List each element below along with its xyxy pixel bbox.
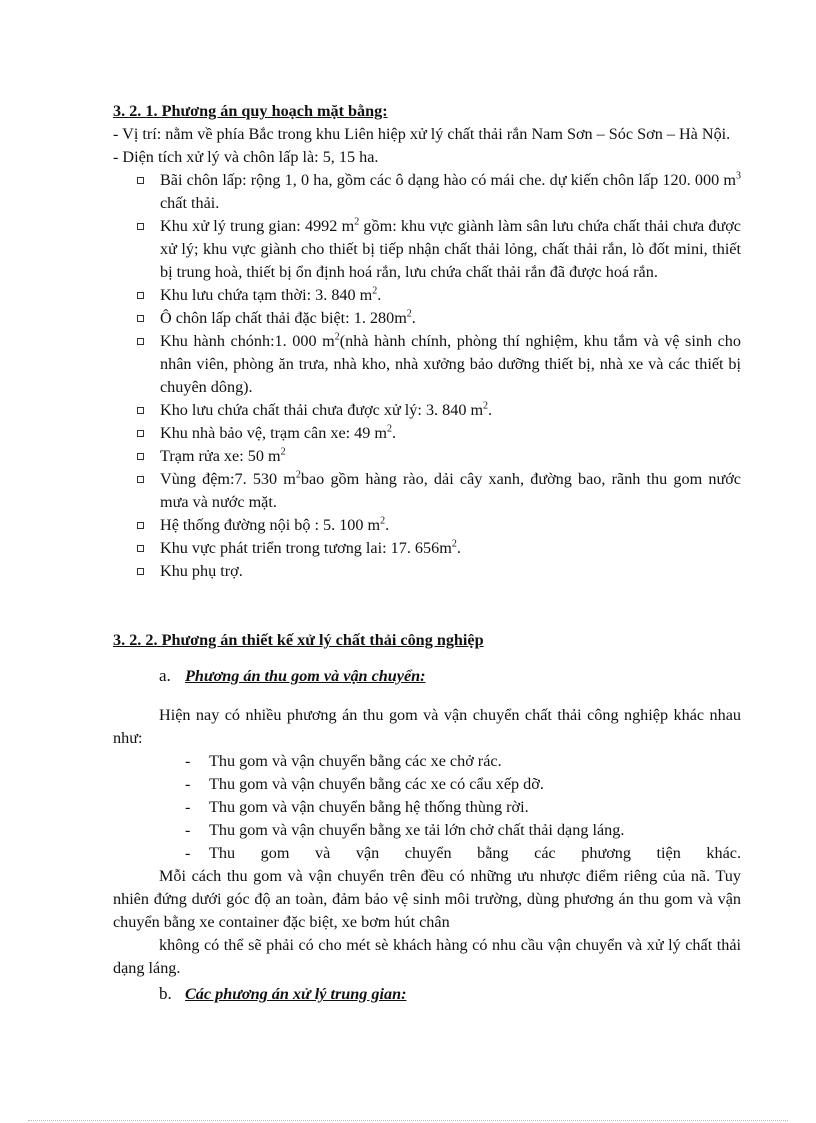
facility-text-tail: gồm: khu vực giành làm sân lưu chứa chất thải chưa được xử lý; khu vực giành cho thiết bị tiếp nhận chất thải lỏng, chất thải rắn, lò đốt mini, thiết bị trung hoà, thiết bị ổn định hoá rắn, lưu chứa chất thải rắn đã được hoá rắn.: [160, 217, 741, 281]
unit-exponent: 2: [280, 446, 286, 458]
intro-paragraph: Hiện nay có nhiều phương án thu gom và vận chuyển chất thải công nghiệp khác nhau như:: [113, 706, 741, 748]
unit-exponent: 2: [334, 331, 340, 343]
paragraph-continuation: không có thể sẽ phải có cho mét sè khách hàng có nhu cầu vận chuyển và xử lý chất thải dạng láng.: [113, 936, 741, 978]
facility-text-tail: .: [385, 516, 390, 534]
methods-list: [113, 750, 741, 865]
facility-text-tail: chất thải.: [160, 194, 220, 212]
facility-text-tail: .: [392, 424, 397, 442]
method-text: Thu gom và vận chuyển bằng các xe chở rác.: [209, 752, 502, 771]
facility-item: [113, 445, 741, 468]
square-bullet-icon: [137, 177, 144, 184]
spacer: [113, 583, 741, 606]
facility-item: [113, 330, 741, 399]
square-bullet-icon: [137, 407, 144, 414]
square-bullet-icon: [137, 223, 144, 230]
unit-exponent: 3: [736, 170, 741, 182]
paragraph-advantages: Mỗi cách thu gom và vận chuyển trên đều có những ưu nhược điểm riêng của nã. Tuy nhiên đứng dưới góc độ an toàn, đảm bảo vệ sinh môi trường, dùng phương án thu gom và vận chuyển bằng xe container đặc biệt, xe bơm hút chân: [113, 867, 741, 932]
method-item: [113, 819, 741, 842]
area-line: - Diện tích xử lý và chôn lấp là: 5, 15 ha.: [113, 148, 379, 166]
unit-exponent: 2: [295, 469, 301, 481]
method-item: [113, 750, 741, 773]
unit-exponent: 2: [372, 285, 378, 297]
square-bullet-icon: [137, 522, 144, 529]
subheading-marker: b.: [159, 984, 172, 1004]
facility-text-tail: .: [456, 539, 461, 557]
facility-item: [113, 468, 741, 514]
facility-text: Khu hành chónh:1. 000 m: [160, 332, 335, 350]
square-bullet-icon: [137, 453, 144, 460]
method-item: [113, 796, 741, 819]
facility-list: [113, 169, 741, 583]
unit-exponent: 2: [380, 515, 386, 527]
facility-text: Kho lưu chứa chất thải chưa được xử lý: 3. 840 m: [160, 401, 484, 419]
facility-text: Vùng đệm:7. 530 m: [160, 470, 296, 488]
method-text: Thu gom và vận chuyển bằng các phương tiện khác.: [209, 844, 741, 863]
unit-exponent: 2: [483, 400, 489, 412]
facility-item: [113, 307, 741, 330]
facility-text: Khu phụ trợ.: [160, 562, 243, 580]
facility-text: Khu xử lý trung gian: 4992 m: [160, 217, 355, 235]
method-item: [113, 842, 741, 865]
facility-text: Trạm rửa xe: 50 m: [160, 447, 281, 465]
facility-item: [113, 514, 741, 537]
facility-text: Khu nhà bảo vệ, trạm cân xe: 49 m: [160, 424, 388, 442]
facility-item: [113, 284, 741, 307]
facility-text-tail: .: [411, 309, 416, 327]
dash-bullet-icon: -: [185, 798, 191, 817]
facility-item: [113, 399, 741, 422]
dash-bullet-icon: -: [185, 752, 191, 771]
square-bullet-icon: [137, 292, 144, 299]
unit-exponent: 2: [406, 308, 412, 320]
facility-item: [113, 537, 741, 560]
facility-text: Ô chôn lấp chất thải đặc biệt: 1. 280m: [160, 309, 407, 327]
facility-text-tail: .: [377, 286, 382, 304]
page-bottom-rule: [28, 1120, 788, 1121]
facility-text: Khu lưu chứa tạm thời: 3. 840 m: [160, 286, 373, 304]
method-text: Thu gom và vận chuyển bằng xe tải lớn chở chất thải dạng láng.: [209, 821, 625, 840]
facility-item: [113, 560, 741, 583]
subheading-title: Phương án thu gom và vận chuyển:: [185, 667, 426, 685]
facility-text: Bãi chôn lấp: rộng 1, 0 ha, gồm các ô dạng hào có mái che. dự kiến chôn lấp 120. 000 m: [160, 171, 736, 189]
facility-item: [113, 422, 741, 445]
square-bullet-icon: [137, 568, 144, 575]
facility-item: [113, 169, 741, 215]
facility-text: Hệ thống đường nội bộ : 5. 100 m: [160, 516, 381, 534]
square-bullet-icon: [137, 315, 144, 322]
subheading-title: Các phương án xử lý trung gian:: [185, 985, 407, 1004]
square-bullet-icon: [137, 430, 144, 437]
square-bullet-icon: [137, 338, 144, 345]
subheading-marker: a.: [159, 666, 171, 685]
unit-exponent: 2: [354, 216, 360, 228]
unit-exponent: 2: [387, 423, 393, 435]
method-item: [113, 773, 741, 796]
facility-text-tail: (nhà hành chính, phòng thí nghiệm, khu tắm và vệ sinh cho nhân viên, phòng ăn trưa, nhà kho, nhà xưởng bảo dưỡng thiết bị, nhà xe và các thiết bị chuyên dông).: [160, 332, 741, 396]
unit-exponent: 2: [451, 538, 457, 550]
document-page: [113, 100, 741, 1022]
location-line: - Vị trí: nằm về phía Bắc trong khu Liên hiệp xử lý chất thải rắn Nam Sơn – Sóc Sơn – Hà Nội.: [113, 125, 731, 143]
facility-text-tail: .: [488, 401, 493, 419]
facility-item: [113, 215, 741, 284]
method-text: Thu gom và vận chuyển bằng các xe có cẩu xếp dỡ.: [209, 775, 544, 794]
method-text: Thu gom và vận chuyển bằng hệ thống thùng rời.: [209, 798, 529, 817]
facility-text: Khu vực phát triển trong tương lai: 17. 656m: [160, 539, 452, 557]
spacer: [113, 606, 741, 629]
section-heading-3-2-2: 3. 2. 2. Phương án thiết kế xử lý chất thải công nghiệp: [113, 631, 484, 649]
square-bullet-icon: [137, 545, 144, 552]
subheading-a: [113, 664, 741, 688]
dash-bullet-icon: -: [185, 844, 191, 863]
subheading-b: [113, 982, 741, 1006]
dash-bullet-icon: -: [185, 775, 191, 794]
dash-bullet-icon: -: [185, 821, 191, 840]
facility-text-tail: bao gồm hàng rào, dải cây xanh, đường bao, rãnh thu gom nước mưa và nước mặt.: [160, 470, 741, 511]
square-bullet-icon: [137, 476, 144, 483]
section-heading-3-2-1: 3. 2. 1. Phương án quy hoạch mặt bằng:: [113, 102, 388, 120]
